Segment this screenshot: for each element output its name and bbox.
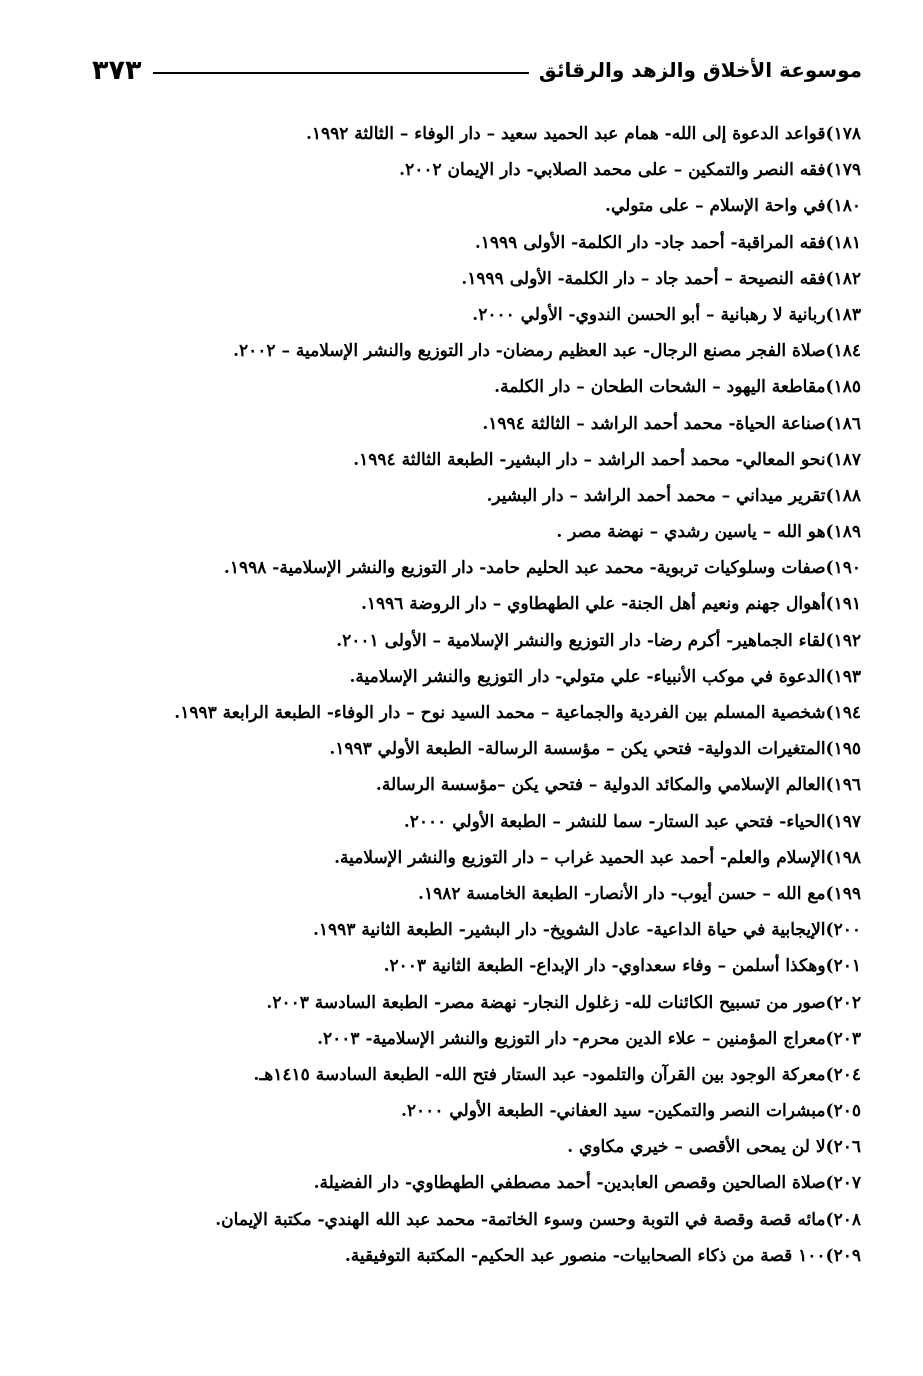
entry-number: ٢٠٤) (825, 1064, 861, 1085)
entry-number: ١٩٤) (825, 703, 861, 723)
reference-entry (101, 152, 861, 188)
reference-entry (101, 406, 861, 442)
entry-number: ٢٠١) (825, 956, 861, 977)
entry-number: ١٨٣) (825, 304, 861, 325)
reference-entry (101, 876, 861, 912)
reference-entry (101, 912, 861, 948)
reference-entry (101, 442, 861, 478)
reference-entry (101, 767, 861, 803)
entry-text: الإسلام والعلم- أحمد عبد الحميد غراب – دار التوزيع والنشر الإسلامية. (334, 847, 826, 868)
entry-number: ٢٠٨) (825, 1209, 861, 1230)
entry-text: لا لن يمحى الأقصى – خيري مكاوي . (567, 1137, 826, 1158)
entry-number: ١٨٥) (825, 377, 861, 398)
entry-number: ١٨٩) (825, 522, 861, 543)
reference-list (101, 116, 861, 1274)
reference-entry (101, 188, 861, 224)
entry-number: ١٧٨) (825, 124, 861, 144)
reference-entry (101, 1202, 861, 1238)
reference-entry (101, 1165, 861, 1201)
reference-entry (101, 623, 861, 659)
entry-number: ١٩٧) (825, 811, 861, 832)
reference-entry (101, 1093, 861, 1129)
entry-number: ١٨١) (825, 232, 861, 253)
reference-entry (101, 225, 861, 261)
entry-number: ١٩٢) (825, 630, 861, 651)
reference-entry (101, 1021, 861, 1057)
entry-text: هو الله – ياسين رشدي – نهضة مصر . (556, 522, 826, 543)
page-header (92, 48, 862, 92)
entry-number: ١٨٠) (825, 196, 861, 217)
entry-number: ١٩٨) (825, 847, 861, 868)
reference-entry (101, 478, 861, 514)
entry-number: ١٨٦) (825, 413, 861, 434)
entry-number: ١٩٥) (825, 739, 861, 760)
entry-text: المتغيرات الدولية- فتحي يكن – مؤسسة الرسالة- الطبعة الأولي ١٩٩٣. (329, 739, 826, 760)
entry-text: شخصية المسلم بين الفردية والجماعية – محمد السيد نوح – دار الوفاء- الطبعة الرابعة ١٩٩٣. (174, 703, 826, 723)
entry-text: ربانية لا رهبانية – أبو الحسن الندوي- الأولي ٢٠٠٠. (472, 304, 826, 325)
reference-entry (101, 586, 861, 622)
reference-entry (101, 333, 861, 369)
entry-text: صفات وسلوكيات تربوية- محمد عبد الحليم حامد- دار التوزيع والنشر الإسلامية- ١٩٩٨. (223, 558, 826, 579)
entry-text: الدعوة في موكب الأنبياء- علي متولي- دار التوزيع والنشر الإسلامية. (349, 666, 826, 687)
entry-text: مقاطعة اليهود – الشحات الطحان – دار الكلمة. (494, 377, 826, 398)
entry-text: فقه النصيحة – أحمد جاد – دار الكلمة- الأولى ١٩٩٩. (461, 268, 826, 289)
reference-entry (101, 731, 861, 767)
entry-text: نحو المعالي- محمد أحمد الراشد – دار البشير- الطبعة الثالثة ١٩٩٤. (353, 449, 826, 470)
entry-number: ١٩١) (825, 594, 861, 615)
reference-entry (101, 985, 861, 1021)
header-divider (153, 72, 528, 74)
entry-text: صناعة الحياة- محمد أحمد الراشد – الثالثة ١٩٩٤. (482, 413, 826, 434)
entry-text: لقاء الجماهير- أكرم رضا- دار التوزيع والنشر الإسلامية – الأولى ٢٠٠١. (336, 630, 826, 651)
entry-text: الحياء- فتحي عبد الستار- سما للنشر – الطبعة الأولي ٢٠٠٠. (403, 811, 826, 832)
reference-entry (101, 804, 861, 840)
entry-number: ٢٠٣) (825, 1028, 861, 1049)
entry-text: معركة الوجود بين القرآن والتلمود- عبد الستار فتح الله- الطبعة السادسة ١٤١٥هـ. (253, 1064, 826, 1085)
entry-text: ١٠٠ قصة من ذكاء الصحابيات- منصور عبد الحكيم- المكتبة التوفيقية. (344, 1245, 826, 1266)
reference-entry (101, 514, 861, 550)
entry-text: فقه المراقبة- أحمد جاد- دار الكلمة- الأولى ١٩٩٩. (474, 232, 826, 253)
entry-text: في واحة الإسلام – على متولي. (605, 196, 826, 217)
entry-number: ١٩٠) (825, 558, 861, 579)
reference-entry (101, 261, 861, 297)
reference-entry (101, 297, 861, 333)
reference-entry (101, 116, 861, 152)
book-title: موسوعة الأخلاق والزهد والرقائق (538, 58, 862, 82)
entry-number: ٢٠٧) (825, 1173, 861, 1194)
reference-entry (101, 1057, 861, 1093)
reference-entry (101, 695, 861, 731)
entry-number: ١٩٦) (825, 775, 861, 796)
entry-number: ١٨٧) (825, 449, 861, 470)
entry-number: ١٨٢) (825, 268, 861, 289)
entry-text: معراج المؤمنين – علاء الدين محرم- دار التوزيع والنشر الإسلامية- ٢٠٠٣. (317, 1028, 826, 1049)
entry-number: ٢٠٠) (825, 920, 861, 941)
entry-text: صلاة الصالحين وقصص العابدين- أحمد مصطفي الطهطاوي- دار الفضيلة. (313, 1173, 826, 1194)
reference-entry (101, 550, 861, 586)
reference-entry (101, 659, 861, 695)
reference-entry (101, 840, 861, 876)
entry-text: مع الله – حسن أيوب- دار الأنصار- الطبعة الخامسة ١٩٨٢. (418, 883, 826, 904)
entry-number: ١٩٩) (825, 883, 861, 904)
entry-text: صور من تسبيح الكائنات لله- زغلول النجار- نهضة مصر- الطبعة السادسة ٢٠٠٣. (266, 992, 826, 1013)
entry-number: ١٧٩) (825, 160, 861, 181)
entry-text: قواعد الدعوة إلى الله- همام عبد الحميد سعيد – دار الوفاء – الثالثة ١٩٩٢. (305, 124, 826, 144)
entry-number: ١٨٨) (825, 485, 861, 506)
page-number: ٣٧٣ (92, 54, 142, 86)
entry-number: ٢٠٦) (825, 1137, 861, 1158)
entry-text: أهوال جهنم ونعيم أهل الجنة- علي الطهطاوي – دار الروضة ١٩٩٦. (360, 594, 826, 615)
entry-text: تقرير ميداني – محمد أحمد الراشد – دار البشير. (486, 485, 826, 506)
entry-number: ٢٠٩) (825, 1245, 861, 1266)
entry-text: الإيجابية في حياة الداعية- عادل الشويخ- دار البشير- الطبعة الثانية ١٩٩٣. (313, 920, 826, 941)
entry-text: وهكذا أسلمن – وفاء سعداوي- دار الإبداع- الطبعة الثانية ٢٠٠٣. (383, 956, 826, 977)
reference-entry (101, 948, 861, 984)
entry-text: فقه النصر والتمكين – على محمد الصلابي- دار الإيمان ٢٠٠٢. (399, 160, 826, 181)
entry-text: مائه قصة وقصة في التوبة وحسن وسوء الخاتمة- محمد عبد الله الهندي- مكتبة الإيمان. (215, 1209, 826, 1230)
entry-number: ٢٠٢) (825, 992, 861, 1013)
entry-text: مبشرات النصر والتمكين- سيد العفاني- الطبعة الأولي ٢٠٠٠. (401, 1101, 826, 1122)
entry-number: ١٨٤) (825, 341, 861, 362)
entry-text: صلاة الفجر مصنع الرجال- عبد العظيم رمضان- دار التوزيع والنشر الإسلامية – ٢٠٠٢. (233, 341, 826, 362)
entry-number: ٢٠٥) (825, 1101, 861, 1122)
entry-text: العالم الإسلامي والمكائد الدولية – فتحي يكن –مؤسسة الرسالة. (375, 775, 826, 796)
reference-entry (101, 1129, 861, 1165)
entry-number: ١٩٣) (825, 666, 861, 687)
reference-entry (101, 1238, 861, 1274)
reference-entry (101, 369, 861, 405)
